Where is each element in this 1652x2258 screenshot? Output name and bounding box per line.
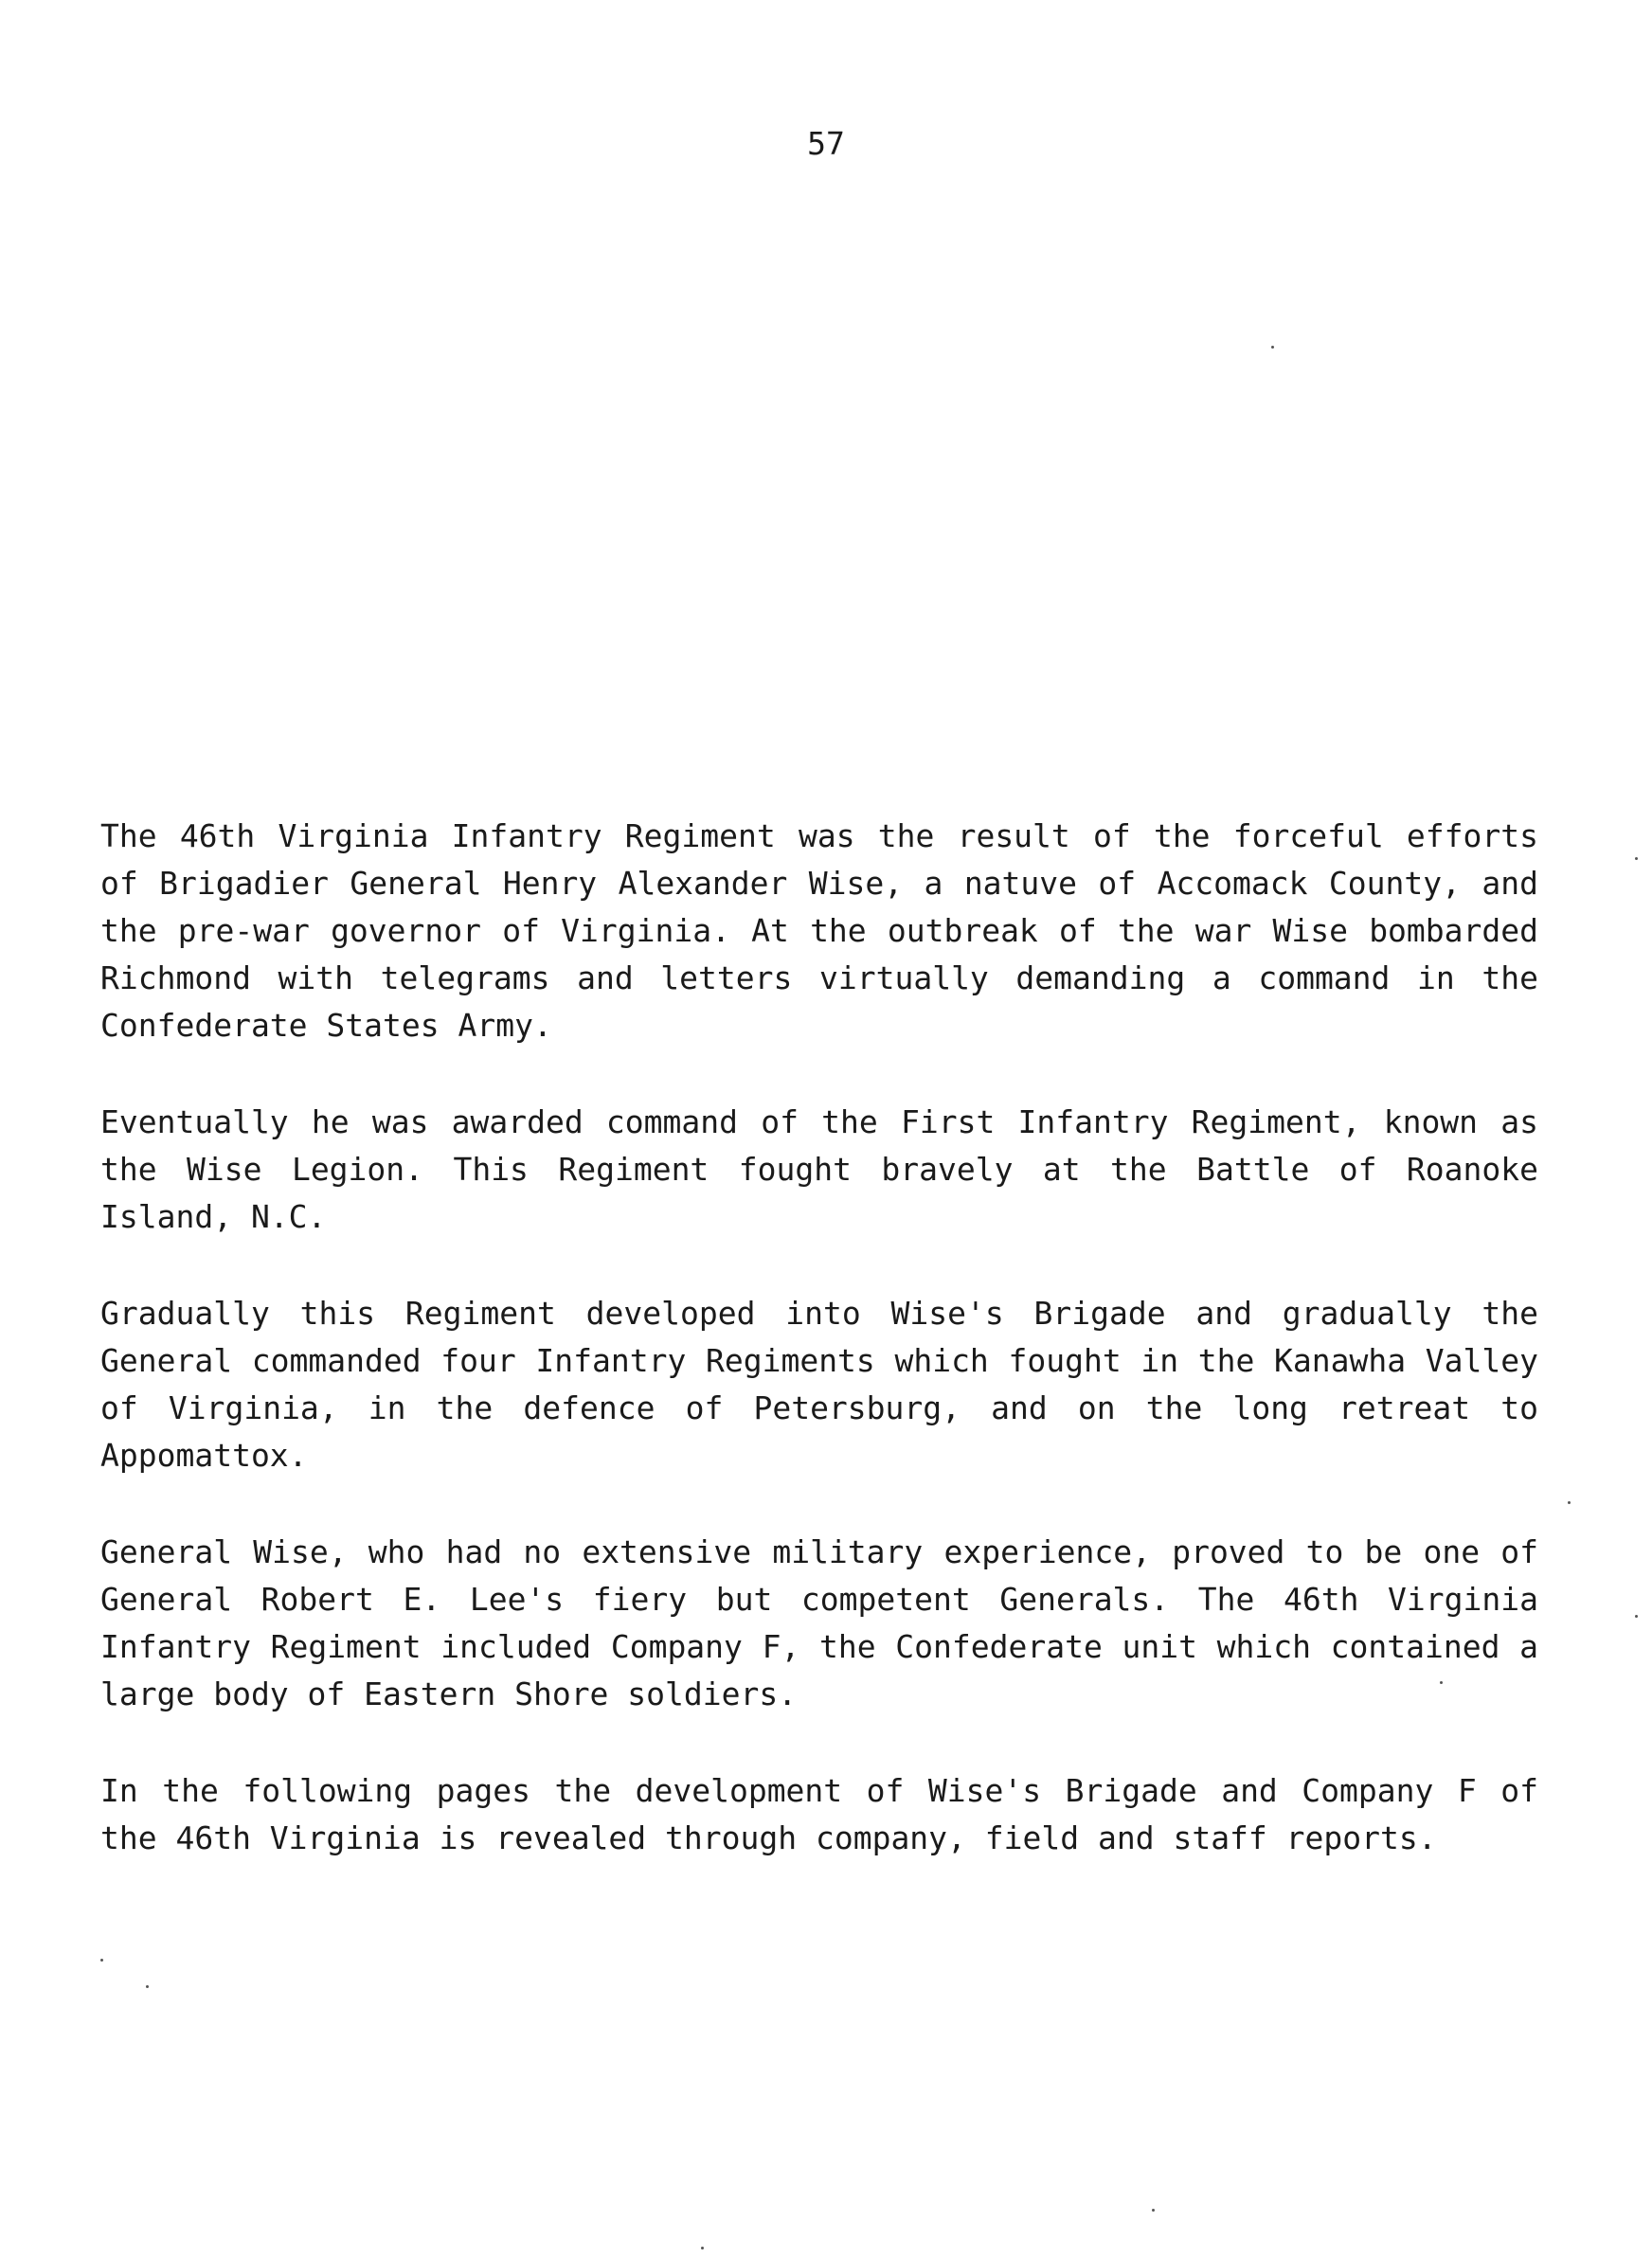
- paragraph-3: Gradually this Regiment developed into Wise's Brigade and gradually the General commanded four Infantry Regiments which fought in the Kanawha Valley of Virginia, in the defence of Petersburg, and on the long retreat to Appomattox.: [100, 1295, 1538, 1474]
- scan-speck: [1635, 1615, 1638, 1618]
- paragraph-4: General Wise, who had no extensive military experience, proved to be one of General Robert E. Lee's fiery but competent Generals. The 46th Virginia Infantry Regiment included Company F, the Confederate unit which contained a large body of Eastern Shore soldiers.: [100, 1533, 1538, 1712]
- paragraph-2: Eventually he was awarded command of the First Infantry Regiment, known as the Wise Legion. This Regiment fought bravely at the Battle of Roanoke Island, N.C.: [100, 1103, 1538, 1235]
- scan-speck: [1568, 1501, 1571, 1504]
- scan-speck: [1440, 1681, 1443, 1684]
- scan-speck: [1152, 2209, 1155, 2212]
- scan-speck: [701, 2247, 704, 2249]
- body-text: [100, 813, 1538, 1911]
- page-number: 57: [807, 125, 845, 162]
- scan-speck: [1271, 346, 1274, 349]
- scan-speck: [146, 1985, 149, 1988]
- paragraph-1: The 46th Virginia Infantry Regiment was the result of the forceful efforts of Brigadier General Henry Alexander Wise, a natuve of Accomack County, and the pre-war governor of Virginia. At the outbreak of the war Wise bombarded Richmond with telegrams and letters virtually demanding a command in the Confederate States Army.: [100, 817, 1538, 1044]
- paragraph-5: In the following pages the development of Wise's Brigade and Company F of the 46th Virginia is revealed through company, field and staff reports.: [100, 1772, 1538, 1856]
- scan-speck: [100, 1959, 103, 1962]
- scan-speck: [1635, 857, 1638, 860]
